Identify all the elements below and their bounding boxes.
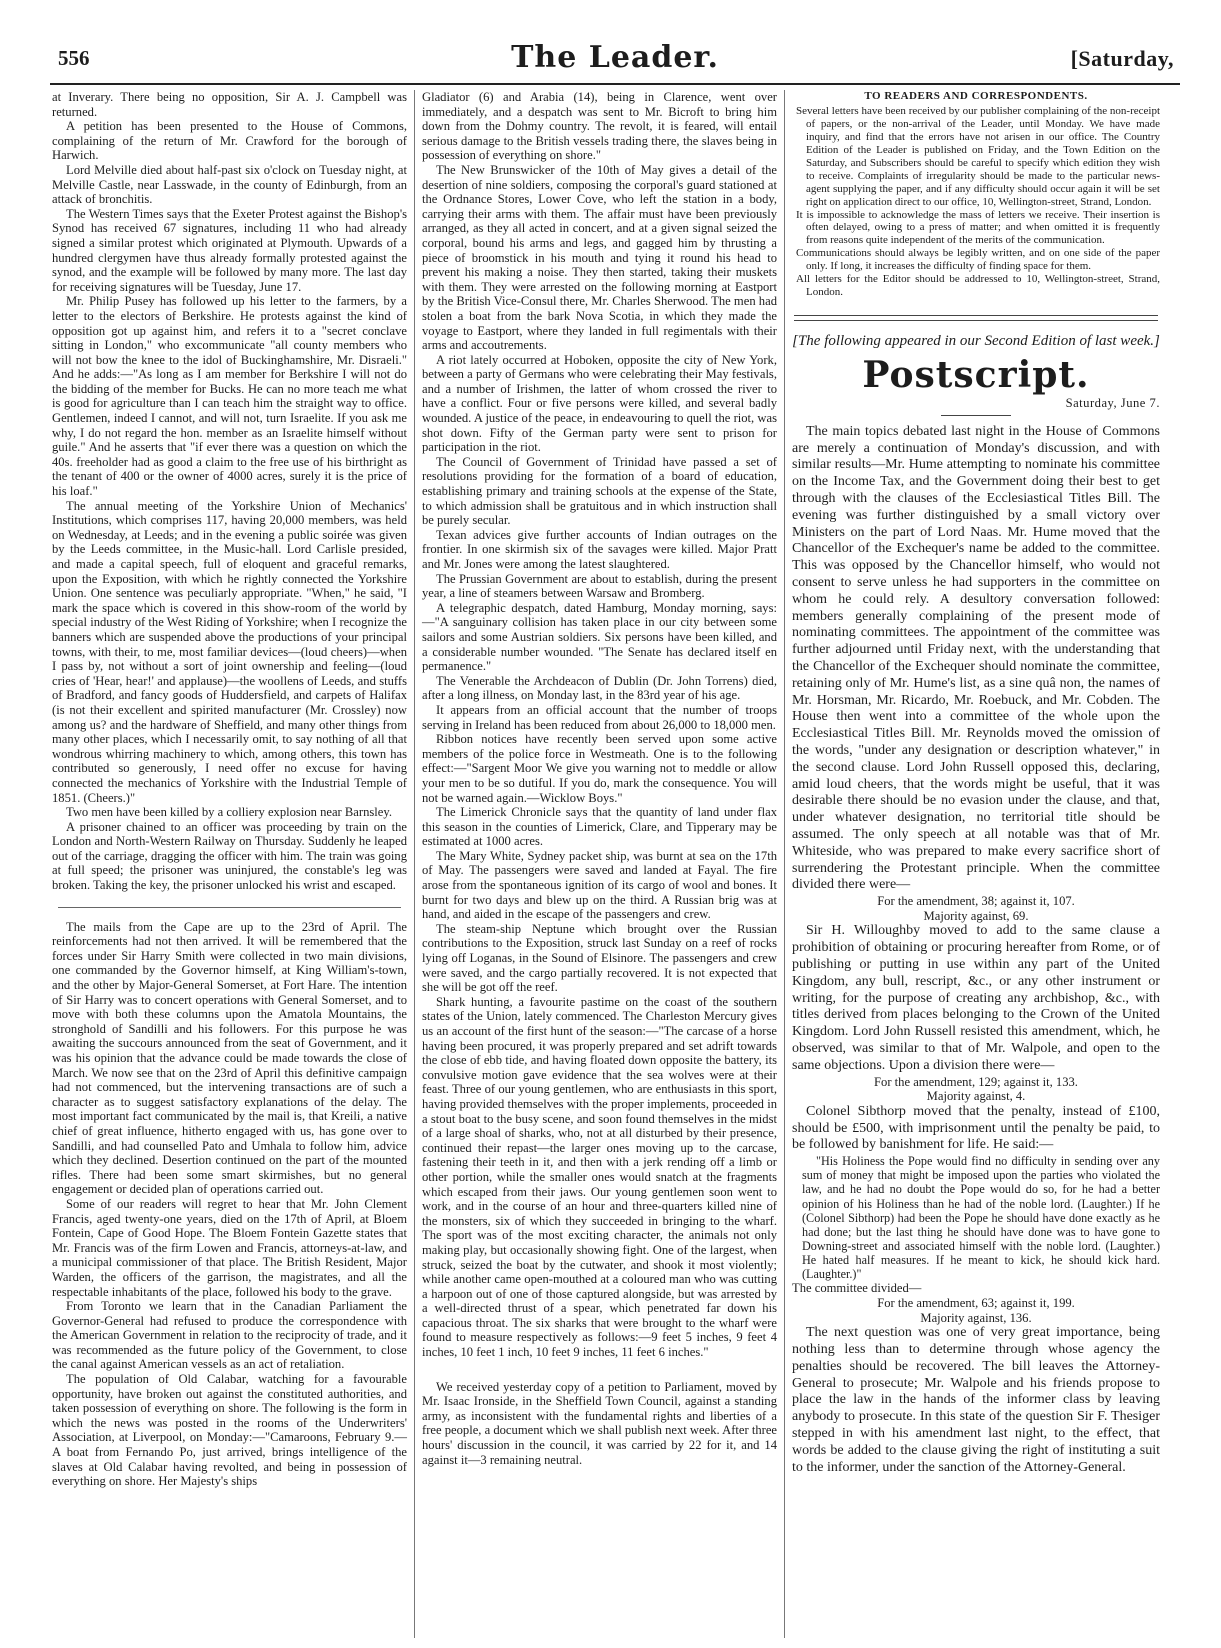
column-3 [792, 90, 1160, 1476]
vote-result: For the amendment, 38; against it, 107. [877, 894, 1075, 909]
masthead-rule [50, 83, 1180, 85]
short-rule [941, 415, 1011, 416]
postscript-title: Postscript. [862, 353, 1090, 396]
column-1 [52, 90, 407, 1489]
article-paragraph: Mr. Philip Pusey has followed up his letter to the farmers, by a letter to the electors of Berkshire. He protests against the kind of opposition got up against him, and refers it to a "secret conclave sitting in London," who excommunicate "all county members who will not bow the knee to the idol of Buckinghamshire, Mr. Disraeli." And he adds:—"As long as I am member for Berkshire I will not do the bidding of the member for Bucks. He can no more teach me what is good for agriculture than I can teach him the straight way to office. Gentlemen, indeed I cannot, and will not, turn Israelite. If you ask me why, I do not regard the hon. member as an Israelite himself without guile." And he asserts that "if ever there was a question on which the 40s. freeholder had as good a claim to the free use of his birthright as the tenant of 400 or the owner of 4000 acres, surely it is the price of his loaf." [52, 294, 407, 499]
article-paragraph: The Western Times says that the Exeter Protest against the Bishop's Synod has received 67 signatures, including 11 who had already signed a similar protest which originated at Plymouth. Upwards of a hundred clergymen have thus already formally protested against the synod, and the example will be followed by many more. The last day for receiving signatures will be Tuesday, June 17. [52, 206, 407, 294]
article-paragraph: The main topics debated last night in the House of Commons are merely a continuation of Monday's discussion, and with similar results—Mr. Hume attempting to nominate his committee on the Income Tax, and the Government doing their best to get through with the clauses of the Ecclesiastical Titles Bill. The evening was further distinguished by a small victory over Ministers on the part of Lord Naas. Mr. Hume moved that the Chancellor of the Exchequer's name be added to the committee. This was opposed by the Chancellor himself, who would not consent to serve unless he had supporters in the committee on whom he could rely. A desultory conversation followed: members generally complaining of the present mode of nominating committees. The appointment of the committee was further adjourned until Friday next, with the understanding that the Chancellor of the Exchequer should nominate the committee, retaining only of Mr. Hume's list, as a sine quâ non, the names of Mr. Horsman, Mr. Ricardo, Mr. Roebuck, and Mr. Cobden. The House then went into a committee of the whole upon the Ecclesiastical Titles Bill. Mr. Reynolds moved the omission of the words, "under any designation or description whatever," in the second clause. Lord John Russell opposed this, declaring, amid loud cheers, that the words might be useful, that it was desirable there should be no evasion under the clause, and that, under whatever designation, no territorial title should be assumed. The only speech at all notable was that of Mr. Whiteside, who was prepared to make every sacrifice short of surrendering the Protestant principle. When the committee divided there were— [792, 423, 1160, 893]
newspaper-title: The Leader. [511, 40, 719, 75]
section-divider [794, 315, 1158, 316]
page-number: 556 [58, 46, 90, 70]
notice-item: It is impossible to acknowledge the mass of letters we receive. Their insertion is often delayed, owing to a press of matter; and when omitted it is frequently from reasons quite independent of the merits of the communication. [796, 208, 1160, 247]
article-paragraph: Ribbon notices have recently been served upon some active members of the police force in Westmeath. One is to the following effect:—"Sargent Moor We give you warning not to meddle or allow your men to be so dutiful. If you do, mark the consequence. You will not be warned again.—Wicklow Boys." [422, 732, 777, 805]
article-paragraph: The steam-ship Neptune which brought over the Russian contributions to the Exposition, struck last Sunday on a reef of rocks lying off Loganas, in the Sound of Elsinore. The passengers and crew were saved, and the cargo partially recovered. It is not expected that she will be got off the reef. [422, 921, 777, 995]
section-divider [58, 907, 401, 908]
notice-item: All letters for the Editor should be addressed to 10, Wellington-street, Strand, London. [796, 273, 1160, 299]
article-paragraph: Sir H. Willoughby moved to add to the same clause a prohibition of obtaining or procuring hereafter from Rome, or of publishing or putting in use within any part of the United Kingdom, any bull, rescript, &c., or any other instrument or writing, for the purpose of creating any archbishop, &c., with titles derived from places belonging to the Crown of the United Kingdom. Lord John Russell resisted this amendment, which, he observed, was similar to that of Mr. Walpole, and open to the same objections. Upon a division there were— [792, 923, 1160, 1073]
article-paragraph: We received yesterday copy of a petition to Parliament, moved by Mr. Isaac Ironside, in the Sheffield Town Council, against a standing army, as inconsistent with the fundamental rights and liberties of a free people, a document which we shall publish next week. After three hours' discussion in the council, it was carried by 22 for it, and 14 against it—3 remaining neutral. [422, 1379, 777, 1467]
vote-majority: Majority against, 69. [923, 908, 1029, 923]
edition-note: [The following appeared in our Second Edition of last week.] [792, 333, 1160, 350]
column-divider [414, 90, 415, 1638]
article-paragraph: at Inverary. There being no opposition, Sir A. J. Campbell was returned. [52, 90, 407, 119]
article-paragraph: The mails from the Cape are up to the 23rd of April. The reinforcements had not then arrived. It will be remembered that the forces under Sir Harry Smith were collected in two main divisions, one commanded by the Governor himself, at King William's-town, and the other by Major-General Somerset, at Fort Hare. The intention of Sir Harry was to concert operations with General Somerset, and to move with both these columns upon the Amatola Mountains, the stronghold of Sandilli and his followers. For this purpose he was awaiting the succours announced from the seat of Government, and it was his opinion that the advance could be made towards the close of March. We now see that on the 23rd of April this definitive campaign had not commenced, but the intervening transactions are of such a character as to suggest satisfactory explanations of the delay. The most important fact communicated by the mail is, that Kreili, a native chief of great influence, hitherto engaged with us, has gone over to Sandilli, and had counselled Pato and Umhala to follow him, advice which they declined. Desertion continued on the part of the mounted rifles. There had been some smart skirmishes, but no general engagement or decided plan of operations carried out. [52, 919, 407, 1197]
article-paragraph: Colonel Sibthorp moved that the penalty, instead of £100, should be £500, with imprisonment until the penalty be paid, to be followed by banishment for life. He said:— [792, 1103, 1160, 1153]
article-paragraph: The Council of Government of Trinidad have passed a set of resolutions providing for the formation of a board of education, establishing primary and training schools at the expense of the State, to which admission shall be gratuitous and in which instruction shall be purely secular. [422, 454, 777, 528]
article-paragraph: The New Brunswicker of the 10th of May gives a detail of the desertion of nine soldiers, composing the corporal's guard stationed at the Ordnance Stores, Lower Cove, who left the station in a body, carrying their arms with them. The affair must have been previously arranged, as they all acted in concert, and at a given signal seized the corporal, bound his arms and legs, and gagged him by thrusting a piece of broomstick in his mouth and tying it round his head to prevent his making a noise. They then started, taking their muskets with them. They were arrested on the following morning at Eastport by the British Vice-Consul there, Mr. Charles Sherwood. The men had stolen a boat from the bark Nova Scotia, in which they made the voyage to Eastport, where they landed in full regimentals with their arms and accoutrements. [422, 162, 777, 353]
article-paragraph: Two men have been killed by a colliery explosion near Barnsley. [66, 805, 392, 820]
article-paragraph: Lord Melville died about half-past six o'clock on Tuesday night, at Melville Castle, near Lasswade, in the county of Edinburgh, from an attack of bronchitis. [52, 162, 407, 207]
vote-result: For the amendment, 129; against it, 133. [874, 1074, 1078, 1089]
vote-majority: Majority against, 4. [926, 1089, 1026, 1104]
vote-result: For the amendment, 63; against it, 199. [877, 1295, 1075, 1310]
section-divider [794, 320, 1158, 321]
masthead [50, 40, 1180, 80]
vote-majority: Majority against, 136. [920, 1310, 1032, 1325]
correspondents-heading: TO READERS AND CORRESPONDENTS. [864, 90, 1088, 102]
article-paragraph: Some of our readers will regret to hear that Mr. John Clement Francis, aged twenty-one years, died on the 17th of April, at Bloem Fontein, Cape of Good Hope. The Bloem Fontein Gazette states that Mr. Francis was of the firm Lowen and Francis, attorneys-at-law, and a municipal commissioner of that place. The British Resident, Major Warden, the officers of the garrison, the magistrates, and all the respectable inhabitants of the place, followed his body to the grave. [52, 1196, 407, 1299]
notice-item: Communications should always be legibly written, and on one side of the paper only. If long, it increases the difficulty of finding space for them. [796, 247, 1160, 273]
article-paragraph: The next question was one of very great importance, being nothing less than to determine through whose agency the penalties should be recovered. The bill leaves the Attorney-General to prosecute; Mr. Walpole and his friends propose to place the law in the hands of the informer class by leaving anybody to prosecute. In this state of the question Sir F. Thesiger stepped in with his amendment last night, to the effect, that words be added to the clause giving the right of instituting a suit to the informer, under the sanction of the Attorney-General. [792, 1325, 1160, 1475]
section-gap [422, 1360, 777, 1380]
article-paragraph: Gladiator (6) and Arabia (14), being in Clarence, went over immediately, and a despatch was sent to Mr. Bicroft to bring him down from the Dohmy country. The revolt, it is feared, will entail serious damage to the British vessels trading there, the slaves being in possession of everything on shore." [422, 90, 777, 163]
article-paragraph: From Toronto we learn that in the Canadian Parliament the Governor-General had refused to produce the correspondence with the American Government in relation to the reciprocity of trade, and it was recommended as the future policy of the Government, to close the canal against American vessels as an act of retaliation. [52, 1299, 407, 1372]
article-paragraph: Texan advices give further accounts of Indian outrages on the frontier. In one skirmish six of the savages were killed. Major Pratt and Mr. Jones were among the latest slaughtered. [422, 527, 777, 571]
speech-quote: "His Holiness the Pope would find no difficulty in sending over any sum of money that might be imposed upon the parties who violated the law, and he had no doubt the Pope would do so, for he had a better opinion of his Holiness than he had of the noble lord. (Laughter.) If he (Colonel Sibthorp) had been the Pope he should have done exactly as he had done; but the last thing he should have done was to have gone to Downing-street and associated himself with the noble lord. (Laughter.) He hated half measures. If he meant to kick, he should kick hard. (Laughter.)" [802, 1154, 1160, 1282]
issue-day: [Saturday, [1070, 46, 1174, 71]
article-paragraph: The Mary White, Sydney packet ship, was burnt at sea on the 17th of May. The passengers were saved and landed at Fayal. The fire arose from the spontaneous ignition of its cargo of wool and bones. It burnt for two days and blew up on the third. A Russian brig was at hand, and aided in the escape of the passengers and crew. [422, 848, 777, 922]
dateline: Saturday, June 7. [1065, 396, 1160, 411]
column-divider [784, 90, 785, 1638]
notice-item: Several letters have been received by our publisher complaining of the non-receipt of papers, or the non-arrival of the Leader, until Monday. We have made inquiry, and find that the errors have not arisen in our office. The Country Edition of the Leader is published on Friday, and the Town Edition on the Saturday, and Subscribers should be careful to specify which edition they wish to receive. Complaints of irregularity should be made to the particular news-agent supplying the paper, and if any difficulty should occur again it will be set right on application direct to our office, 10, Wellington-street, Strand, London. [796, 104, 1160, 208]
article-paragraph: The Limerick Chronicle says that the quantity of land under flax this season in the counties of Limerick, Clare, and Tipperary may be estimated at 1000 acres. [422, 805, 777, 849]
article-paragraph: The Venerable the Archdeacon of Dublin (Dr. John Torrens) died, after a long illness, on Monday last, in the 83rd year of his age. [422, 673, 777, 703]
article-paragraph: It appears from an official account that the number of troops serving in Ireland has been reduced from about 26,000 to 18,000 men. [422, 702, 777, 732]
article-paragraph: The population of Old Calabar, watching for a favourable opportunity, have broken out against the constituted authorities, and taken possession of everything on shore. The following is the form in which the news was posted in the rooms of the Underwriters' Association, at Liverpool, on Monday:—"Camaroons, February 9.—A boat from Fernando Po, just arrived, brings intelligence of the slaves at Old Calabar having revolted, and being in possession of everything on shore. Her Majesty's ships [52, 1372, 407, 1489]
article-paragraph: A riot lately occurred at Hoboken, opposite the city of New York, between a party of Germans who were celebrating their May festivals, and a number of Irishmen, the latter of whom crossed the river to have a conflict. Four or five persons were killed, and several badly wounded. A justice of the peace, in endeavouring to quell the riot, was shot down. Fifty of the German party were sent to prison for participation in the riot. [422, 352, 777, 455]
column-2 [422, 90, 777, 1467]
article-paragraph: A prisoner chained to an officer was proceeding by train on the London and North-Western Railway on Thursday. Suddenly he leaped out of the carriage, dragging the officer with him. The train was going at full speed; the prisoner was uninjured, the constable's leg was broken. Taking the key, the prisoner unlocked his wrist and escaped. [52, 819, 407, 893]
article-paragraph: The annual meeting of the Yorkshire Union of Mechanics' Institutions, which comprises 117, having 20,000 members, was held on Wednesday, at Leeds; and in the evening a public soirée was given by the Leeds committee, in the Music-hall. Lord Carlisle presided, and made a capital speech, full of eloquent and graceful remarks, upon the Exposition, with which he rightly connected the Yorkshire Union. One sentence was peculiarly appropriate. "When," he said, "I mark the space which is covered in this show-room of the world by special industry of the West Riding of Yorkshire; when I recognize the banners which are suspended above the productions of your principal towns, with their, to me, most familiar devices—(loud cheers)—when I pass by, not without a sort of joint ownership and feeling—(loud cries of 'Hear, hear!' and applause)—the woollens of Leeds, and stuffs of Bradford, and fancy goods of Huddersfield, and carpets of Halifax (is not their excellent and spirited manufacturer (Mr. Crossley) now among us? and the hardware of Sheffield, and many other things from many other places, which I necessarily omit, to say nothing of all that wondrous whirring machinery to which, among others, this town has contributed so generously, I need offer no excuse for having connected the mechanics of Yorkshire with the Industrial Temple of 1851. (Cheers.)" [52, 498, 407, 805]
article-paragraph: Shark hunting, a favourite pastime on the coast of the southern states of the Union, lately commenced. The Charleston Mercury gives us an account of the first hunt of the season:—"The carcase of a horse having been procured, it was properly prepared and set adrift towards the close of ebb tide, and having floated down opposite the battery, its convulsive motion gave evidence that the sea wolves were at their feast. Three of our young gentlemen, who are enthusiasts in this sport, having provided themselves with the proper implements, proceeded in a stout boat to the busy scene, and soon found themselves in the midst of a large shoal of sharks, who, not at all disturbed by their presence, continued their repast—the larger ones moving up to the carcase, fastening their teeth in it, and then with a jerk rending off a limb or other portion, while the smaller ones would snatch at the fragments which escaped from their jaws. Our young gentlemen soon went to work, and in the course of an hour and three-quarters killed nine of the monsters, six of which they succeeded in bringing to the wharf. The sport was of the most exciting character, the animals not only making play, but occasionally showing fight. One of the largest, when struck, seized the boat by the cutwater, and shook it most violently; while another came open-mouthed at a coloured man who was cutting a harpoon out of one of those captured alongside, but was arrested by a well-directed thrust of a spear, which penetrated far down his capacious throat. The six sharks that were brought to the wharf were found to measure respectively as follows:—9 feet 5 inches, 9 feet 4 inches, 10 feet 1 inch, 10 feet 9 inches, 11 feet 6 inches." [422, 994, 777, 1360]
article-paragraph: A petition has been presented to the House of Commons, complaining of the return of Mr. Crawford for the borough of Harwich. [52, 119, 407, 163]
article-paragraph: The Prussian Government are about to establish, during the present year, a line of steamers between Warsaw and Bromberg. [422, 571, 777, 601]
division-line: The committee divided— [792, 1281, 922, 1296]
article-paragraph: A telegraphic despatch, dated Hamburg, Monday morning, says:—"A sanguinary collision has taken place in our city between some sailors and some Austrian soldiers. Six persons have been killed, and a considerable number wounded. "The Senate has declared itself en permanence." [422, 600, 777, 674]
